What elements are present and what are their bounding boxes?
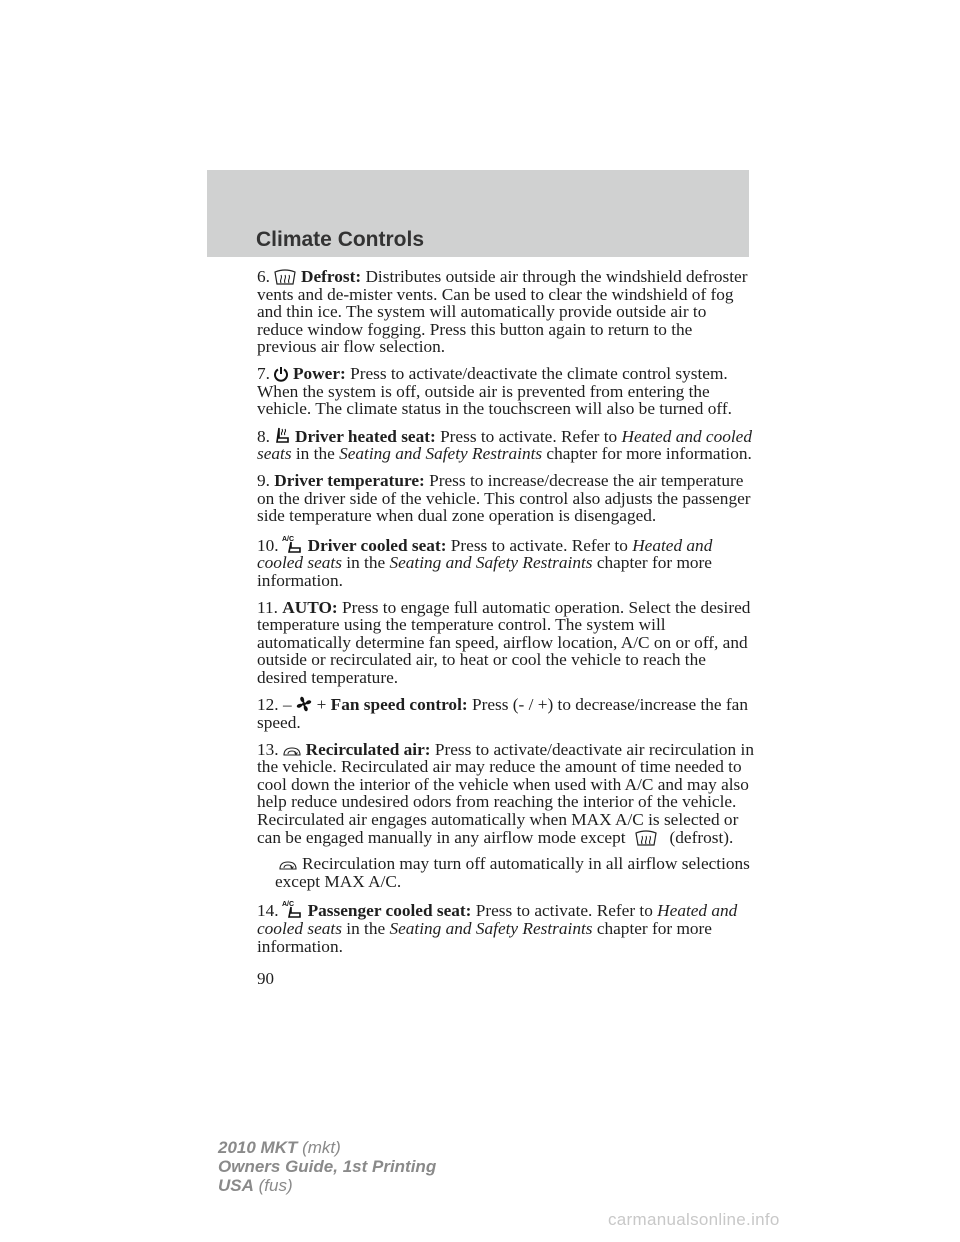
footer-model: 2010 MKT (218, 1138, 298, 1157)
item-number: 7. (257, 363, 270, 383)
power-icon (273, 366, 289, 382)
recirculate-icon (278, 860, 298, 872)
defrost-icon (634, 830, 658, 846)
item-label: Fan speed control: (330, 695, 468, 715)
page-title: Climate Controls (256, 228, 425, 251)
item-number: 9. (257, 470, 270, 490)
item-reference: Heated and cooled seats (257, 535, 713, 573)
item-number: 14. (257, 901, 279, 921)
recirculation-note (257, 855, 755, 890)
print-footer (218, 1138, 436, 1195)
item-number: 13. (257, 739, 279, 759)
item-power (257, 365, 755, 418)
item-label: Defrost: (300, 267, 362, 286)
cooled-seat-icon (282, 534, 304, 554)
item-passenger-cooled-seat: 14. A/C Passenger cooled seat: Press to activate. Refer to Heated and cooled seats in the Seating and Safety Restraints chapter for more information. (257, 901, 738, 956)
item-number: 6. (257, 267, 270, 286)
item-text-pre: Press to activate. Refer to (440, 426, 622, 446)
item-number: 12. (257, 695, 279, 715)
item-recirculated-air (257, 741, 755, 847)
item-driver-temperature (257, 472, 755, 525)
note-text: Recirculation may turn off automatically in all airflow selections except MAX A/C. (275, 854, 750, 891)
item-label: Driver cooled seat: (307, 535, 447, 555)
item-text: Press to activate/deactivate the climate control system. When the system is off, outside air is prevented from entering the vehicle. The climate status in the touchscreen will also be turned off. (257, 363, 732, 419)
item-text: Distributes outside air through the windshield defroster vents and de-mister vents. Can be used to clear the windshield of fog and thin ice. The system will automatically provide outside air to reduce window fogging. Press this button again to return to the previous air flow selection. (257, 267, 748, 357)
fan-plus: + (316, 695, 327, 715)
item-chapter: Seating and Safety Restraints (339, 444, 543, 464)
item-reference: Heated and cooled seats (257, 901, 738, 938)
manual-content (257, 268, 755, 964)
footer-region-code: (fus) (258, 1176, 293, 1195)
item-label: AUTO: (282, 597, 338, 617)
item-text: Press (- / +) to decrease/increase the fan speed. (257, 695, 748, 733)
item-auto (257, 599, 755, 687)
footer-region: USA (218, 1176, 254, 1195)
recirculate-icon (282, 746, 302, 758)
footer-guide: Owners Guide, 1st Printing (218, 1157, 437, 1176)
page-number: 90 (257, 969, 274, 988)
heated-seat-icon (273, 427, 291, 445)
item-text: Press to activate/deactivate air recirculation in the vehicle. Recirculated air may reduce the amount of time needed to cool down the interior of the vehicle when used with A/C and may also help reduce undesired odors from reaching the interior of the vehicle. Recirculated air engages automatically when MAX A/C is selected or can be engaged manually in any airflow mode except (257, 739, 754, 847)
svg-text:A/C: A/C (281, 901, 294, 909)
watermark: carmanualsonline.info (608, 1210, 780, 1229)
item-driver-heated-seat: 8. Driver heated seat: Press to activate. Refer to Heated and cooled seats in the Seating and Safety Restraints chapter for more information. (257, 426, 752, 464)
item-text: Press to engage full automatic operation. Select the desired temperature using the temperature control. The system will automatically determine fan speed, airflow location, A/C on or off, and outside or recirculated air, to heat or cool the vehicle to reach the desired temperature. (257, 597, 751, 687)
item-defrost (257, 268, 755, 356)
item-fan-speed (257, 695, 755, 731)
cooled-seat-icon (282, 899, 304, 919)
item-chapter: Seating and Safety Restraints (389, 919, 593, 938)
item-text: Press to increase/decrease the air temperature on the driver side of the vehicle. This control also adjusts the passenger side temperature when dual zone operation is disengaged. (257, 470, 751, 526)
item-label: Passenger cooled seat: (307, 901, 472, 921)
defrost-icon (273, 269, 297, 285)
item-label: Driver temperature: (274, 470, 425, 490)
item-reference: Heated and cooled seats (257, 426, 752, 464)
item-label: Driver heated seat: (294, 426, 436, 446)
item-text-pre: Press to activate. Refer to (450, 535, 633, 555)
item-number: 10. (257, 535, 279, 555)
item-label: Recirculated air: (305, 739, 431, 759)
item-number: 11. (257, 597, 278, 617)
footer-model-code: (mkt) (302, 1138, 341, 1157)
item-driver-cooled-seat: 10. A/C Driver cooled seat: Press to activate. Refer to Heated and cooled seats in the Seating and Safety Restraints chapter for more information. (257, 535, 713, 590)
fan-icon (295, 695, 313, 713)
item-label: Power: (292, 363, 346, 383)
item-text-pre: Press to activate. Refer to (475, 901, 658, 921)
svg-text:A/C: A/C (281, 535, 294, 543)
item-chapter: Seating and Safety Restraints (389, 553, 593, 573)
item-text-after-icon: (defrost). (669, 827, 734, 847)
fan-minus: – (282, 695, 292, 715)
item-number: 8. (257, 426, 270, 446)
